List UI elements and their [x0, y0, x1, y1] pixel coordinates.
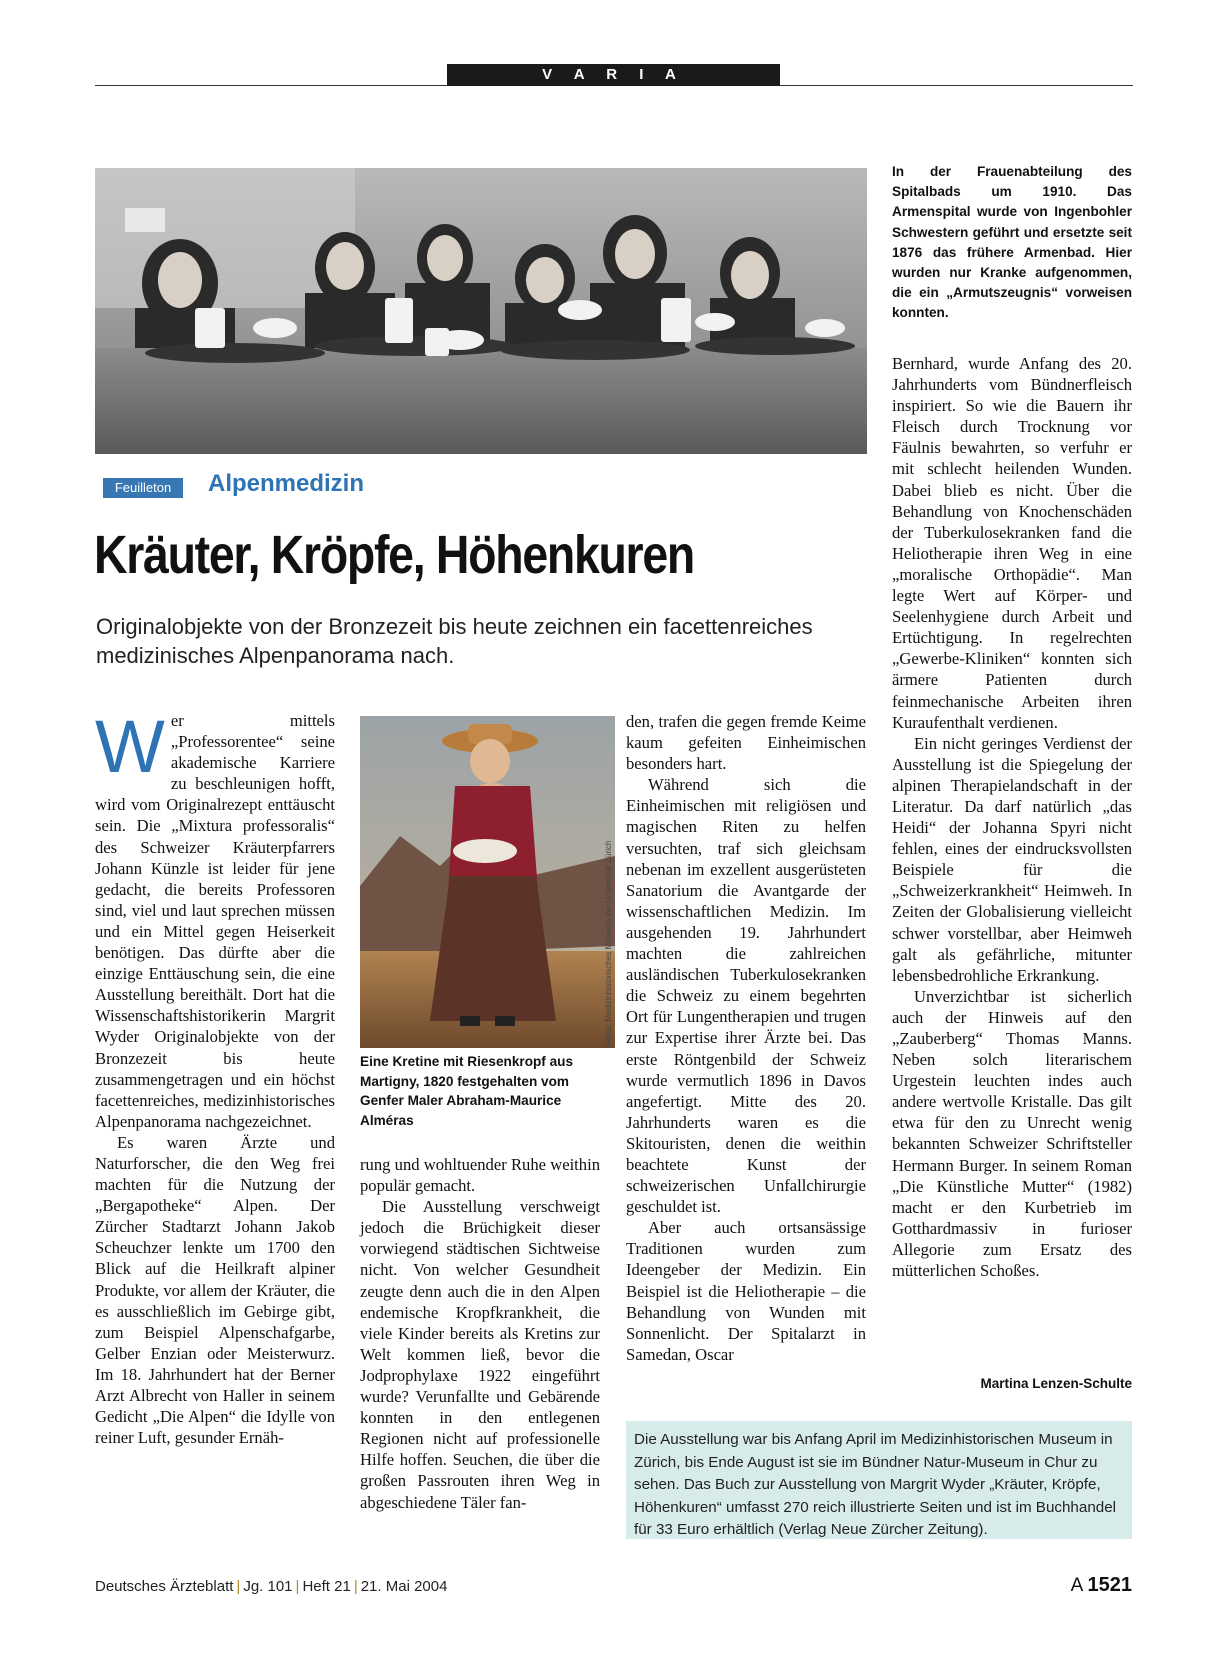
paragraph: Es waren Ärzte und Naturforscher, die den Weg frei machten für die Nutzung der „Bergapotheke“ Alpen. Der Zürcher Stadtarzt Johann Jakob Scheuchzer lenkte um 1700 den Blick auf die Heilkraft alpiner Produkte, vor allem der Kräuter, die es ausschließlich im Gebirge gibt, zum Beispiel Alpenschafgarbe, Gelber Enzian oder Meisterwurz. Im 18. Jahrhundert hat der Berner Arzt Albrecht von Haller in seinem Gedicht „Die Alpen“ die Idylle von reiner Luft, gesunder Ernäh-: [95, 1132, 335, 1448]
category-tag: Feuilleton: [103, 478, 183, 498]
article-column-1: [95, 705, 335, 1448]
paragraph: Die Ausstellung verschweigt jedoch die Brüchigkeit dieser vorwiegend städtischen Sichtweise nicht. Von welcher Gesundheit zeugte denn auch die in den Alpen endemische Kropfkrankheit, die viele Kinder bereits als Kretins zur Welt kommen ließ, bevor die Jodprophylaxe 1922 eingeführt wurde? Verunfallte und Gebärende konnten in den entlegenen Regionen nicht auf professionelle Hilfe hoffen. Seuchen, die über die großen Passrouten ihren Weg in abgeschiedene Täler fan-: [360, 1197, 600, 1512]
exhibition-info-box: Die Ausstellung war bis Anfang April im Medizinhistorischen Museum in Zürich, bis Ende August ist sie im Bündner Natur-Museum in Chur zu sehen. Das Buch zur Ausstellung von Margrit Wyder „Kräuter, Kröpfe, Höhenkuren“ umfasst 270 reich illustrierte Seiten und ist im Buchhandel für 33 Euro erhältlich (Verlag Neue Zürcher Zeitung).: [626, 1421, 1132, 1539]
paragraph: rung und wohltuender Ruhe weithin populär gemacht.: [360, 1155, 600, 1196]
page-footer: Deutsches Ärzteblatt | Jg. 101 | Heft 21 | 21. Mai 2004: [95, 1578, 448, 1595]
cretin-painting: [360, 716, 615, 1048]
issue: Heft 21: [302, 1578, 351, 1595]
paragraph: Unverzichtbar ist sicherlich auch der Hinweis auf den „Zauberberg“ Thomas Manns. Neben solch literarischem Urgestein leuchten indes auch andere wertvolle Kristalle. Das gilt etwa für den zu Unrecht wenig bekannten Schweizer Schriftsteller Hermann Burger. In seinem Roman „Die Künstliche Mutter“ (1982) macht er den Kurbetrieb im Gotthardmassiv in furioser Allegorie zum Ersatz des mütterlichen Schoßes.: [892, 986, 1132, 1281]
volume: Jg. 101: [243, 1578, 293, 1595]
issue-date: 21. Mai 2004: [360, 1578, 448, 1595]
article-column-3: [626, 711, 866, 1365]
photo-caption: In der Frauenabteilung des Spitalbads um 1910. Das Armenspital wurde von Ingenbohler Schwestern geführt und ersetzte seit 1876 das frühere Armenbad. Hier wurden nur Kranke aufgenommen, die ein „Armutszeugnis“ vorweisen konnten.: [892, 164, 1132, 321]
paragraph: Bernhard, wurde Anfang des 20. Jahrhunderts vom Bündnerfleisch inspiriert. So wie die Bauern ihr Fleisch durch Trocknung vor Fäulnis bewahrten, so verfuhr er mit schlecht heilenden Wunden. Dabei blieb es nicht. Über die Behandlung von Knochenschäden der Tuberkulosekranken fand die Heliotherapie ihren Weg in eine „moralische Orthopädie“. Man legte Wert auf Körper- und Seelenhygiene durch Arbeit und Ertüchtigung. In regelrechten „Gewerbe-Kliniken“ konnten sich ärmere Patienten durch feinmechanische Arbeiten ihren Kuraufenthalt verdienen.: [892, 354, 1132, 732]
painting-caption: Eine Kretine mit Riesenkropf aus Martigny, 1820 festgehalten vom Genfer Maler Abraham-Maurice Alméras: [360, 1054, 574, 1128]
author-name: Martina Lenzen-Schulte: [980, 1376, 1132, 1391]
article-column-4: [892, 353, 1132, 1281]
drop-cap: W: [95, 705, 165, 788]
journal-name: Deutsches Ärzteblatt: [95, 1578, 234, 1595]
paragraph: Aber auch ortsansässige Traditionen wurden zum Ideengeber der Medizin. Ein Beispiel ist die Heliotherapie – die Behandlung von Wunden mit Sonnenlicht. Der Spitalarzt in Samedan, Oscar: [626, 1218, 866, 1364]
image-credit: Fotos: Medizinhistorisches Museum der Universität Zürich: [604, 840, 613, 1046]
paragraph: Ein nicht geringes Verdienst der Ausstellung ist die Spiegelung der alpinen Therapielandschaft in der Literatur. Da darf natürlich „das Heidi“ der Johanna Spyri nicht fehlen, eines der eindrucksvollsten Beispiele für die „Schweizerkrankheit“ Heimweh. In Zeiten der Globalisierung vielleicht schwer vorstellbar, aber Heimweh galt als gefährliche, mitunter lebensbedrohliche Erkrankung.: [892, 733, 1132, 985]
page-number: A 1521: [1070, 1574, 1132, 1596]
paragraph: er mittels „Professorentee“ seine akademische Karriere zu beschleunigen hofft, wird vom Originalrezept enttäuscht sein. Die „Mixtura professoralis“ des Schweizer Kräuterpfarrers Johann Künzle ist leider für jene gedacht, die bereits Professoren sind, viel und laut sprechen müssen und ein Mittel gegen Heiserkeit benötigen. Das dürfte aber die einzige Enttäuschung sein, die eine Ausstellung bereithält. Dort hat die Wissenschaftshistorikerin Margrit Wyder Originalobjekte von der Bronzezeit bis heute zusammengetragen und ein höchst facettenreiches, medizinhistorisches Alpenpanorama nachgezeichnet.: [95, 711, 335, 1131]
article-column-2: [360, 1154, 600, 1513]
section-label: V A R I A: [447, 64, 780, 86]
paragraph: Während sich die Einheimischen mit religiösen und magischen Riten zu helfen versuchten, traf sich gleichsam nebenan im exzellent ausgerüsteten Sanatorium die Avantgarde der wissenschaftlichen Medizin. Im ausgehenden 19. Jahrhundert machten die zahlreichen ausländischen Tuberkulosekranken die Schweiz zu einem begehrten Ort für Lungentherapien und trugen zur Expertise ihrer Ärzte bei. Das erste Röntgenbild der Schweiz wurde vermutlich 1896 in Davos angefertigt. Mitte des 20. Jahrhunderts waren es die Skitouristen, denen die weithin beachtete Kunst der schweizerischen Unfallchirurgie geschuldet ist.: [626, 775, 866, 1217]
paragraph: den, trafen die gegen fremde Keime kaum gefeiten Einheimischen besonders hart.: [626, 712, 866, 774]
bath-photo: [95, 168, 867, 454]
deck: Originalobjekte von der Bronzezeit bis heute zeichnen ein facettenreiches medizinisches Alpenpanorama nach.: [96, 614, 813, 668]
headline: Kräuter, Kröpfe, Höhenkuren: [94, 525, 694, 585]
subject-line: Alpenmedizin: [208, 470, 365, 497]
